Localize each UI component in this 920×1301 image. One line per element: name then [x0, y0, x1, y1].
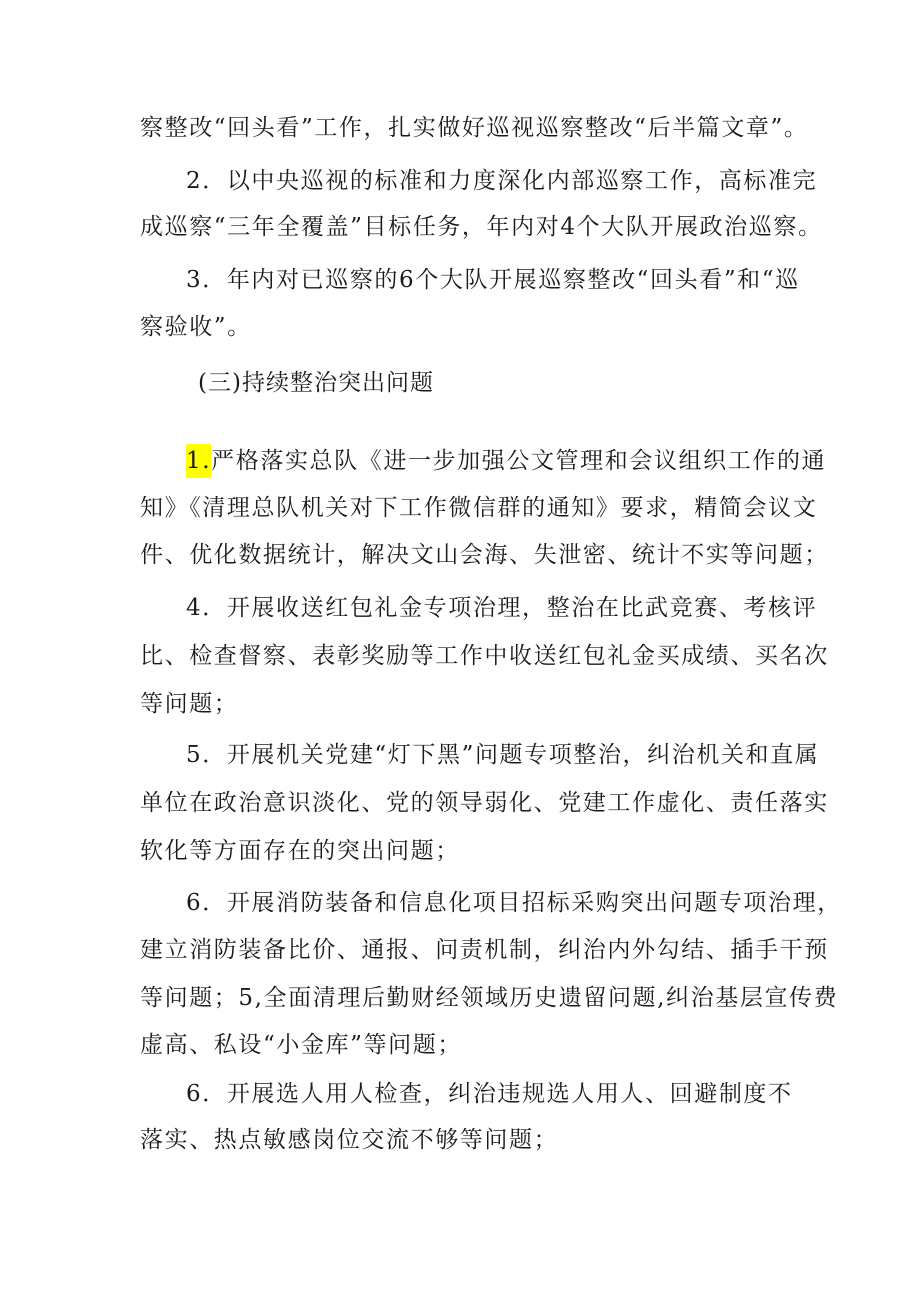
paragraph-3-line-1: 3．年内对已巡察的6个大队开展巡察整改“回头看”和“巡	[186, 267, 800, 293]
item-5-line-2: 单位在政治意识淡化、党的领导弱化、党建工作虚化、责任落实	[140, 790, 829, 816]
item-6-line-2: 建立消防装备比价、通报、问责机制，纠治内外勾结、插手干预	[140, 937, 829, 963]
item-6-line-3: 等问题；5,全面清理后勤财经领域历史遗留问题,纠治基层宣传费	[140, 985, 839, 1011]
item-1-line-1	[186, 444, 826, 478]
item-1-text: 严格落实总队《进一步加强公文管理和会议组织工作的通	[211, 448, 827, 474]
item-4-line-1: 4．开展收送红包礼金专项治理，整治在比武竞赛、考核评	[186, 595, 818, 621]
paragraph-intro-line-1: 察整改“回头看”工作，扎实做好巡视巡察整改“后半篇文章”。	[140, 115, 809, 141]
item-1-line-3: 件、优化数据统计，解决文山会海、失泄密、统计不实等问题；	[140, 542, 829, 568]
highlighted-item-number: 1.	[186, 444, 211, 478]
item-1-line-2: 知》《清理总队机关对下工作微信群的通知》要求，精简会议文	[140, 495, 818, 521]
paragraph-2-line-1: 2．以中央巡视的标准和力度深化内部巡察工作，高标准完	[186, 168, 818, 194]
paragraph-3-line-2: 察验收”。	[140, 314, 252, 340]
item-7-line-2: 落实、热点敏感岗位交流不够等问题；	[140, 1127, 559, 1153]
item-7-line-1: 6．开展选人用人检查，纠治违规选人用人、回避制度不	[186, 1081, 793, 1107]
item-6-line-1: 6．开展消防装备和信息化项目招标采购突出问题专项治理，	[186, 890, 842, 916]
item-5-line-3: 软化等方面存在的突出问题；	[140, 838, 460, 864]
paragraph-2-line-2: 成巡察“三年全覆盖”目标任务，年内对4个大队开展政治巡察。	[140, 214, 823, 240]
item-4-line-2: 比、检查督察、表彰奖励等工作中收送红包礼金买成绩、买名次	[140, 643, 829, 669]
section-heading: (三)持续整治突出问题	[198, 370, 434, 396]
item-5-line-1: 5．开展机关党建“灯下黑”问题专项整治，纠治机关和直属	[186, 742, 820, 768]
item-6-line-4: 虚高、私设“小金库”等问题；	[140, 1032, 462, 1058]
item-4-line-3: 等问题；	[140, 691, 239, 717]
